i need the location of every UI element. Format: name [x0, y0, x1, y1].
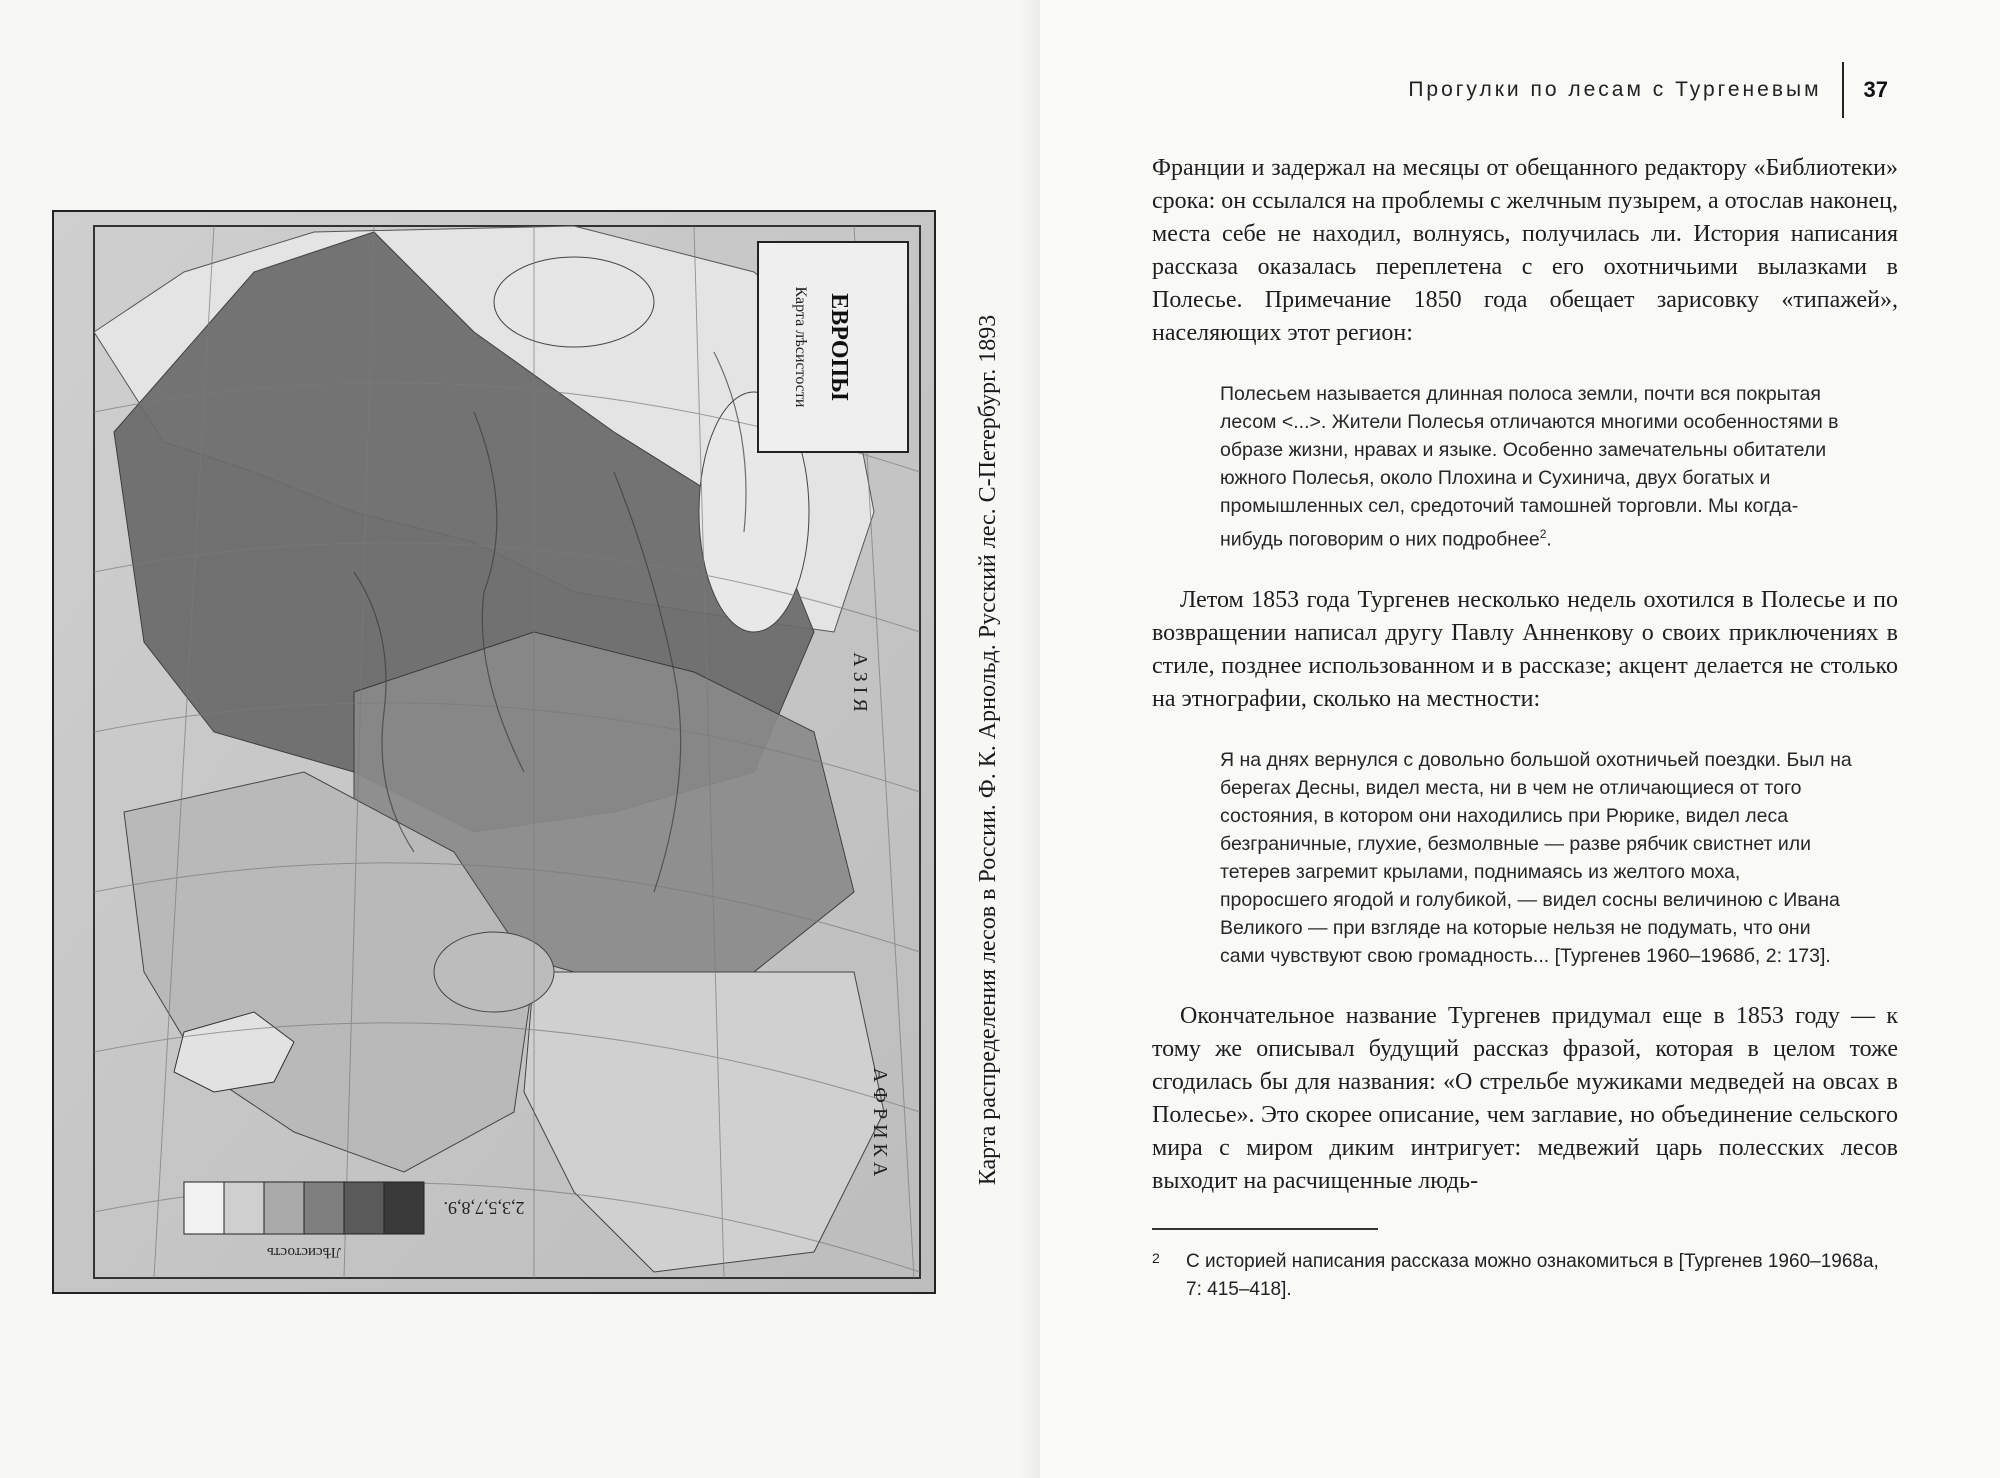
quote-end: . [1546, 528, 1552, 551]
forest-map-figure [52, 210, 936, 1294]
footnote [1152, 1248, 1898, 1304]
page-number: 37 [1863, 77, 1888, 102]
map-black-sea [434, 932, 554, 1012]
legend-swatch [304, 1182, 344, 1234]
map-title-line1: Карта лѣсистости [792, 286, 809, 408]
quote-text: Полесьем называется длинная полоса земли, почти вся покрытая лесом <...>. Жители Полесья отличаются многими особенностями в образе жизни, нравах и языке. Особенно замечательны обитатели южного Полесья, около Плохина и Сухинича, двух богатых и промышленных сел, средоточий тамошней торговли. Мы когда-нибудь поговорим о них подробнее [1220, 383, 1839, 551]
paragraph: Летом 1853 года Тургенев несколько недель охотился в Полесье и по возвращении написал другу Павлу Анненкову о своих приключениях в стиле, позднее использованном и в рассказе; акцент делается не столько на этнографии, сколько на местности: [1152, 586, 1898, 712]
block-quote [1152, 380, 1898, 554]
paragraph: Франции и задержал на месяцы от обещанного редактору «Библиотеки» срока: он ссылался на проблемы с желчным пузырем, а отослав наконец, места себе не находил, волнуясь, получилась ли. История написания рассказа оказалась переплетена с его охотничьими вылазками в Полесье. Примечание 1850 года обещает зарисовку «типажей», населяющих этот регион: [1152, 155, 1899, 346]
legend-swatch [264, 1182, 304, 1234]
header-divider [1842, 62, 1844, 118]
footnote-text: С историей написания рассказа можно ознакомиться в [Тургенев 1960–1968а, 7: 415–418]. [1186, 1250, 1879, 1300]
map-label-africa: А Ф Р И К А [869, 1067, 891, 1177]
legend-swatch [344, 1182, 384, 1234]
text-column [1152, 152, 1898, 1304]
footnote-mark: 2 [1152, 1249, 1160, 1266]
legend-swatch [224, 1182, 264, 1234]
legend-swatch [184, 1182, 224, 1234]
legend-title: Лѣсистость [267, 1244, 341, 1260]
legend-values: 2,3,5,7,8,9. [443, 1198, 525, 1218]
map-title-line2: ЕВРОПЫ [826, 293, 852, 401]
footnote-divider [1152, 1228, 1378, 1230]
paragraph: Окончательное название Тургенев придумал еще в 1853 году — к тому же описывал будущий рассказ фразой, которая в целом тоже сгодилась бы для названия: «О стрельбе мужиками медведей на овсах в Полесье». Это скорее описание, чем заглавие, но объединение сельского мира с миром диким интригует: медвежий царь полесских лесов выходит на расчищенные людь- [1152, 1002, 1898, 1194]
figure-caption: Карта распределения лесов в России. Ф. К. Арнольд. Русский лес. С-Петербург. 1893 [975, 314, 1001, 1186]
running-title: Прогулки по лесам с Тургеневым [1408, 78, 1822, 101]
map-white-sea [494, 257, 654, 347]
footnote-ref[interactable]: 2 [1539, 527, 1547, 541]
block-quote: Я на днях вернулся с довольно большой охотничьей поездки. Был на берегах Десны, видел места, ни в чем не отличающиеся от того состояния, в котором они находились при Рюрике, видел леса безграничные, глухие, безмолвные — разве рябчик свистнет или тетерев загремит крылами, поднимаясь из желтого моха, проросшего ягодой и голубикой, — видел сосны величиною с Ивана Великого — при взгляде на которые нельзя не подумать, что они сами чувствуют свою громадность... [Тургенев 1960–1968б, 2: 173]. [1220, 748, 1852, 967]
forest-map [54, 212, 934, 1292]
legend-swatch [384, 1182, 424, 1234]
map-label-asia: А З І Я [849, 652, 871, 712]
running-head [1408, 70, 1888, 110]
